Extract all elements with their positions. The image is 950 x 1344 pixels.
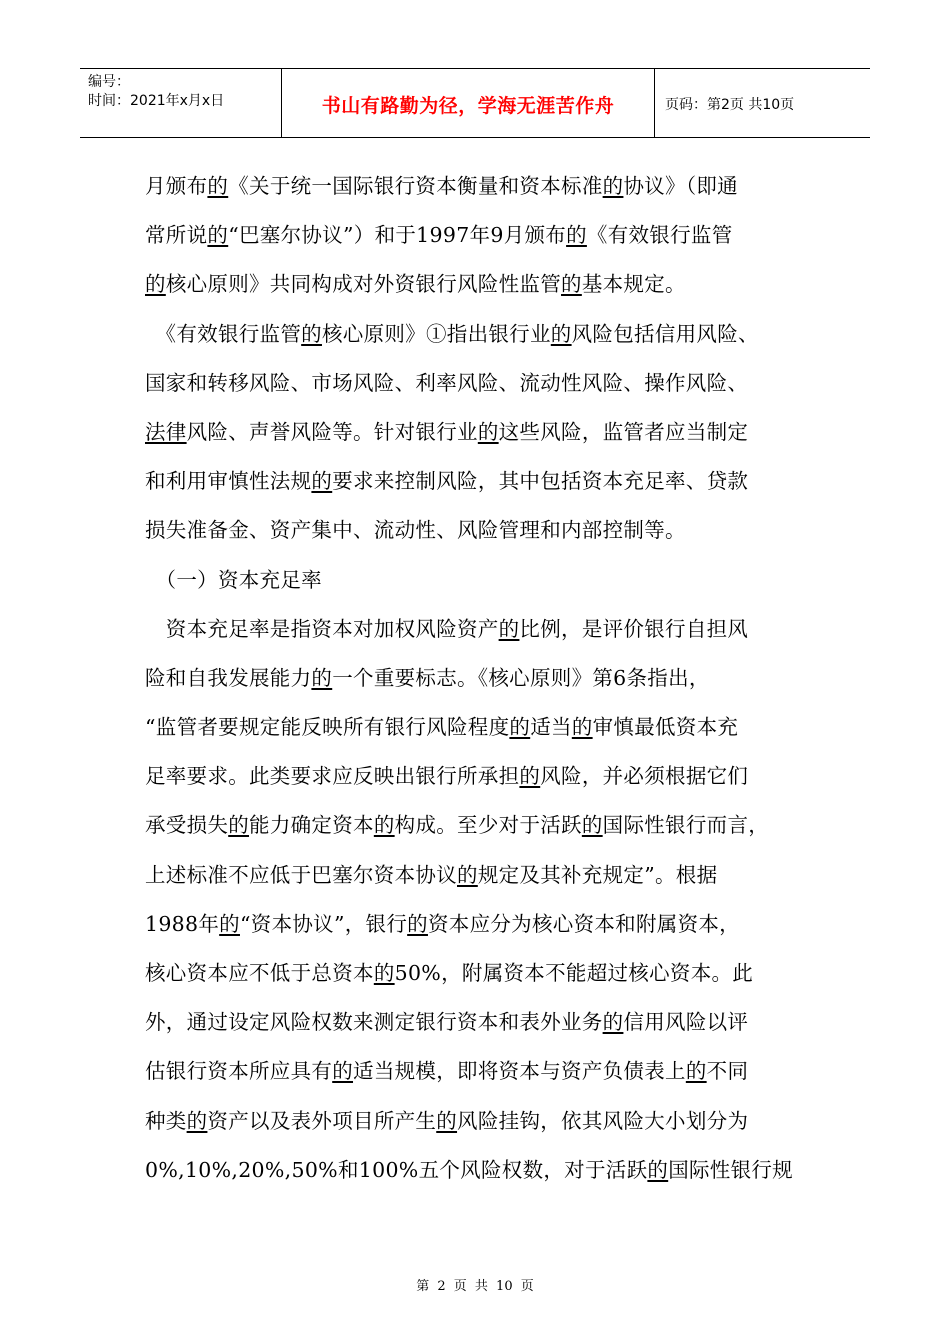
text-line bbox=[145, 506, 805, 555]
text-segment: 《有效银行监管 bbox=[145, 321, 302, 346]
underlined-text: 的 bbox=[685, 1059, 707, 1084]
page-header bbox=[80, 68, 870, 138]
text-segment: 国际性银行而言， bbox=[602, 813, 770, 838]
text-segment: “监管者要规定能反映所有银行风险程度 bbox=[145, 715, 510, 740]
time-label: 时间：2021年x月x日 bbox=[88, 93, 225, 109]
underlined-text: 的 bbox=[311, 665, 333, 690]
text-line bbox=[145, 359, 805, 408]
text-segment: 构成。至少对于活跃 bbox=[394, 813, 582, 838]
text-segment: 要求来控制风险，其中包括资本充足率、贷款 bbox=[332, 469, 749, 494]
underlined-text: 法律 bbox=[145, 419, 187, 444]
text-segment: 种类 bbox=[145, 1108, 187, 1133]
text-segment: 月颁布 bbox=[145, 174, 208, 198]
text-segment: 和利用审慎性法规 bbox=[145, 469, 312, 494]
text-segment: 《有效银行监管 bbox=[586, 223, 733, 248]
underlined-text: 的 bbox=[207, 223, 229, 248]
underlined-text: 的 bbox=[647, 1157, 669, 1182]
underlined-text: 的 bbox=[509, 715, 531, 740]
text-line bbox=[145, 703, 805, 752]
text-segment: 信用风险以评 bbox=[623, 1010, 749, 1035]
text-line bbox=[145, 211, 805, 260]
text-segment: 核心资本应不低于总资本 bbox=[145, 961, 374, 985]
text-segment: 0%,10%,20%,50%和100%五个风险权数，对于活跃 bbox=[145, 1157, 648, 1182]
underlined-text: 的 bbox=[311, 469, 333, 494]
text-segment: 险和自我发展能力 bbox=[145, 665, 312, 690]
text-segment: 能力确定资本 bbox=[249, 813, 374, 838]
underlined-text: 的 bbox=[407, 911, 428, 936]
text-segment: 资本充足率是指资本对加权风险资产 bbox=[145, 616, 499, 641]
underlined-text: 的 bbox=[301, 321, 322, 346]
text-segment: 外，通过设定风险权数来测定银行资本和表外业务 bbox=[145, 1010, 603, 1035]
text-segment: 核心原则》共同构成对外资银行风险性监管 bbox=[165, 272, 562, 297]
underlined-text: 的 bbox=[436, 1108, 458, 1133]
text-segment: 基本规定。 bbox=[581, 272, 686, 297]
number-label: 编号： bbox=[88, 74, 130, 90]
underlined-text: 的 bbox=[228, 813, 250, 838]
text-segment: 国家和转移风险、市场风险、利率风险、流动性风险、操作风险、 bbox=[145, 370, 749, 395]
underlined-text: 的 bbox=[332, 1059, 354, 1084]
underlined-text: 的 bbox=[561, 272, 582, 297]
text-segment: 损失准备金、资产集中、流动性、风险管理和内部控制等。 bbox=[145, 518, 686, 543]
text-segment: 足率要求。此类要求应反映出银行所承担 bbox=[145, 764, 520, 789]
text-line bbox=[145, 851, 805, 900]
text-segment: 风险包括信用风险、 bbox=[571, 321, 759, 346]
underlined-text: 的 bbox=[566, 223, 587, 248]
text-line bbox=[145, 801, 805, 850]
underlined-text: 的 bbox=[498, 616, 520, 641]
text-line bbox=[145, 752, 805, 801]
header-meta-cell bbox=[80, 69, 282, 137]
underlined-text: 的 bbox=[219, 911, 240, 936]
page-footer bbox=[0, 1275, 950, 1294]
text-segment: 适当 bbox=[530, 715, 572, 740]
text-segment: 这些风险，监管者应当制定 bbox=[498, 419, 749, 444]
text-line bbox=[145, 556, 805, 605]
header-page-cell bbox=[655, 69, 870, 137]
text-segment: 上述标准不应低于巴塞尔资本协议 bbox=[145, 862, 457, 887]
text-line bbox=[145, 1146, 805, 1195]
page-info: 页码：第2页 共10页 bbox=[665, 97, 795, 113]
text-segment: “巴塞尔协议”）和于1997年9月颁布 bbox=[228, 223, 567, 248]
underlined-text: 的 bbox=[571, 715, 593, 740]
text-segment: 承受损失 bbox=[145, 813, 229, 838]
text-segment: 一个重要标志。《核心原则》第6条指出， bbox=[332, 665, 710, 690]
footer-page-number: 第 2 页 共 10 页 bbox=[416, 1279, 534, 1294]
text-line bbox=[145, 162, 805, 211]
text-line bbox=[145, 900, 805, 949]
text-line bbox=[145, 1097, 805, 1146]
text-line bbox=[145, 654, 805, 703]
underlined-text: 的 bbox=[373, 961, 395, 985]
text-line bbox=[145, 408, 805, 457]
text-segment: 审慎最低资本充 bbox=[592, 715, 739, 740]
text-segment: 不同 bbox=[706, 1059, 749, 1084]
text-line bbox=[145, 310, 805, 359]
text-segment: （一）资本充足率 bbox=[145, 567, 322, 592]
underlined-text: 的 bbox=[602, 1010, 624, 1035]
text-segment: 风险，并必须根据它们 bbox=[540, 764, 749, 789]
text-segment: 风险挂钩，依其风险大小划分为 bbox=[457, 1108, 749, 1133]
text-segment: 比例，是评价银行自担风 bbox=[519, 616, 749, 641]
text-line bbox=[145, 605, 805, 654]
underlined-text: 的 bbox=[581, 813, 603, 838]
underlined-text: 的 bbox=[373, 813, 395, 838]
motto-text: 书山有路勤为径，学海无涯苦作舟 bbox=[321, 94, 615, 117]
text-segment: 规定及其补充规定”。根据 bbox=[477, 862, 718, 887]
text-line bbox=[145, 998, 805, 1047]
text-segment: 国际性银行规 bbox=[668, 1157, 793, 1182]
header-motto-cell bbox=[282, 69, 655, 137]
text-line bbox=[145, 949, 805, 998]
text-segment: 适当规模，即将资本与资产负债表上 bbox=[353, 1059, 686, 1084]
document-body bbox=[145, 162, 805, 1195]
underlined-text: 的 bbox=[550, 321, 572, 346]
underlined-text: 的 bbox=[519, 764, 541, 789]
text-segment: 资本应分为核心资本和附属资本， bbox=[427, 911, 740, 936]
underlined-text: 的 bbox=[602, 174, 624, 198]
text-segment: 50%，附属资本不能超过核心资本。此 bbox=[394, 961, 754, 985]
text-segment: 风险、声誉风险等。针对银行业 bbox=[186, 419, 478, 444]
text-line bbox=[145, 1047, 805, 1096]
text-segment: 1988年 bbox=[145, 911, 220, 936]
text-line bbox=[145, 260, 805, 309]
underlined-text: 的 bbox=[477, 419, 499, 444]
text-segment: 资产以及表外项目所产生 bbox=[207, 1108, 437, 1133]
text-segment: 常所说 bbox=[145, 223, 208, 248]
text-segment: 估银行资本所应具有 bbox=[145, 1059, 333, 1084]
text-line bbox=[145, 457, 805, 506]
text-segment: 《关于统一国际银行资本衡量和资本标准 bbox=[228, 174, 603, 198]
text-segment: 核心原则》①指出银行业 bbox=[321, 321, 551, 346]
underlined-text: 的 bbox=[457, 862, 478, 887]
text-segment: “资本协议”，银行 bbox=[239, 911, 408, 936]
underlined-text: 的 bbox=[186, 1108, 208, 1133]
underlined-text: 的 bbox=[145, 272, 166, 297]
underlined-text: 的 bbox=[207, 174, 229, 198]
text-segment: 协议》（即通 bbox=[623, 174, 738, 198]
